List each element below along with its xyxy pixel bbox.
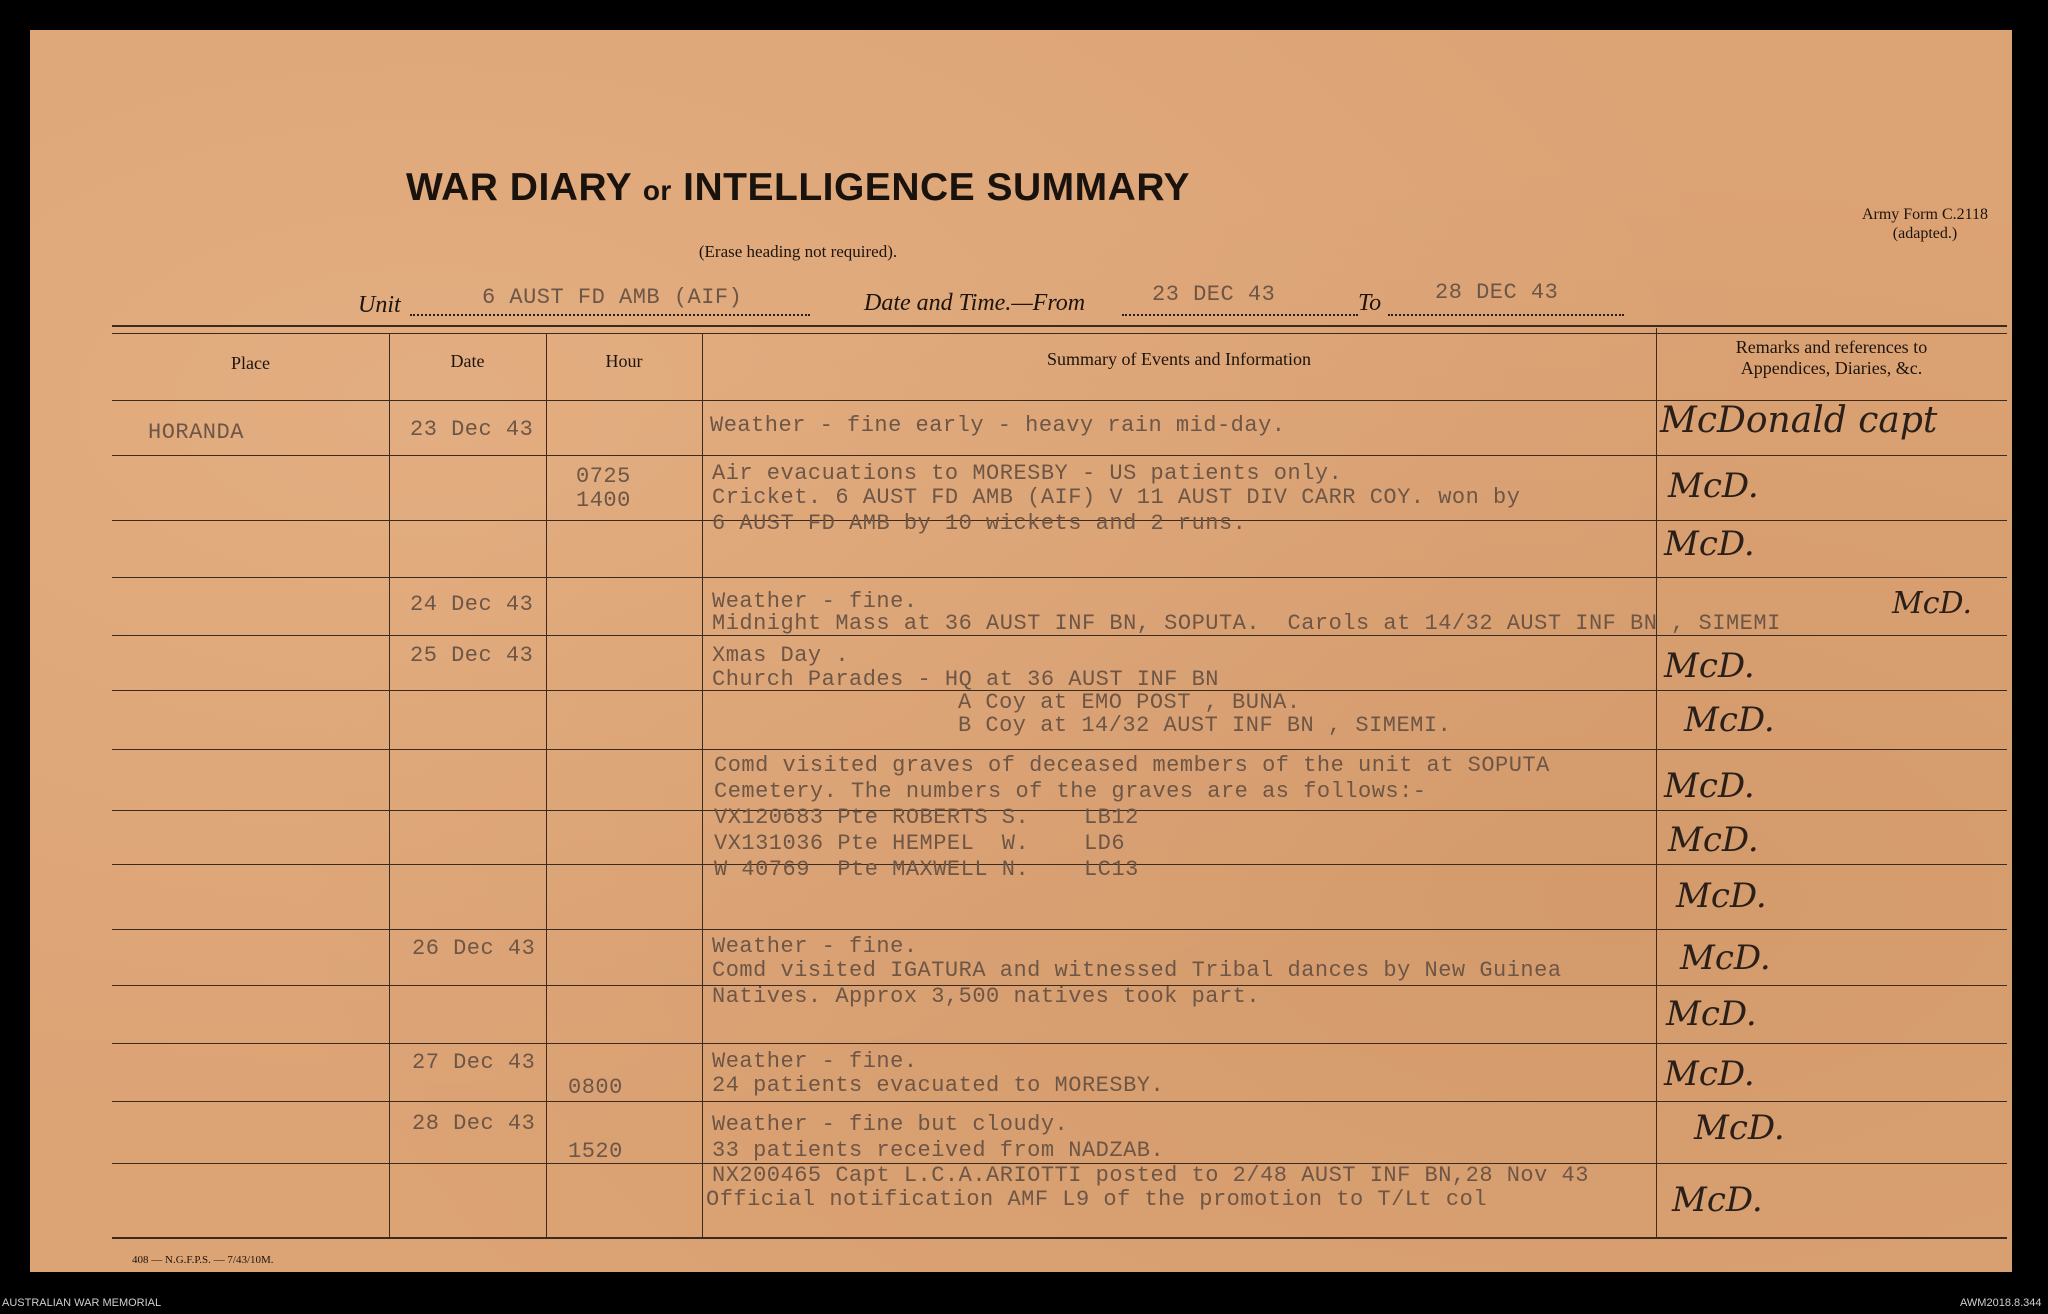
summary-line: Comd visited graves of deceased members of the unit at SOPUTA <box>714 753 1550 778</box>
document-subtitle: (Erase heading not required). <box>698 242 898 261</box>
title-part2: INTELLIGENCE SUMMARY <box>683 166 1191 209</box>
summary-line: 6 AUST FD AMB by 10 wickets and 2 runs. <box>712 511 1247 536</box>
summary-line: Air evacuations to MORESBY - US patients only. <box>712 461 1343 486</box>
signature: McD. <box>1664 646 1755 686</box>
summary-line: A Coy at EMO POST , BUNA. <box>958 690 1301 715</box>
title-or: or <box>642 175 672 206</box>
army-form-label <box>1850 205 2000 243</box>
signature: McD. <box>1694 1108 1785 1148</box>
date-entry: 24 Dec 43 <box>410 592 534 617</box>
unit-label: Unit <box>358 292 401 318</box>
table-top-border <box>112 325 2007 327</box>
column-header-place: Place <box>231 353 270 373</box>
credit-institution: AUSTRALIAN WAR MEMORIAL <box>2 1297 162 1309</box>
row-line <box>112 455 2007 456</box>
row-line <box>112 1043 2007 1044</box>
army-form-number: Army Form C.2118 <box>1861 206 1989 223</box>
signature: McD. <box>1666 994 1757 1034</box>
signature: McD. <box>1668 466 1759 506</box>
summary-line: Midnight Mass at 36 AUST INF BN, SOPUTA. Carols at 14/32 AUST INF BN , SIMEMI <box>712 611 1781 636</box>
date-from-value: 23 DEC 43 <box>1152 282 1276 307</box>
hour-entry: 0800 <box>568 1075 623 1100</box>
place-entry: HORANDA <box>148 420 244 445</box>
hour-entry: 1520 <box>568 1139 623 1164</box>
summary-line: VX120683 Pte ROBERTS S. LB12 <box>714 805 1139 830</box>
date-to-label: To <box>1358 290 1382 316</box>
signature: McD. <box>1672 1180 1763 1220</box>
row-line <box>112 749 2007 750</box>
print-code: 408 — N.G.F.P.S. — 7/43/10M. <box>132 1254 274 1266</box>
summary-line: Weather - fine but cloudy. <box>712 1112 1069 1137</box>
summary-line: Church Parades - HQ at 36 AUST INF BN <box>712 667 1219 692</box>
unit-value: 6 AUST FD AMB (AIF) <box>482 285 743 310</box>
summary-line: Weather - fine. <box>712 934 918 959</box>
table-top-inner-border <box>112 333 2007 334</box>
signature: McD. <box>1680 938 1771 978</box>
column-header-hour: Hour <box>605 351 643 371</box>
signature: McD. <box>1664 1054 1755 1094</box>
signature: McD. <box>1892 586 1973 621</box>
signature: McD. <box>1684 700 1775 740</box>
title-part1: WAR DIARY <box>405 166 632 209</box>
signature: McD. <box>1676 876 1767 916</box>
signature: McD. <box>1668 820 1759 860</box>
date-to-value: 28 DEC 43 <box>1435 280 1559 305</box>
summary-line: 33 patients received from NADZAB. <box>712 1138 1165 1163</box>
summary-line: Comd visited IGATURA and witnessed Tribal dances by New Guinea <box>712 958 1562 983</box>
remarks-header-line2: Appendices, Diaries, &c. <box>1740 358 1923 378</box>
date-entry: 25 Dec 43 <box>410 643 534 668</box>
signature: McD. <box>1664 524 1755 564</box>
army-form-adapted: (adapted.) <box>1892 225 1958 242</box>
column-header-remarks <box>1656 337 2007 379</box>
date-entry: 26 Dec 43 <box>412 936 536 961</box>
credit-accession-number: AWM2018.8.344 <box>1960 1297 2042 1309</box>
document-title <box>0 166 1596 210</box>
date-entry: 28 Dec 43 <box>412 1111 536 1136</box>
signature: McDonald capt <box>1660 400 1938 441</box>
summary-line: Natives. Approx 3,500 natives took part. <box>712 984 1261 1009</box>
date-from-label: Date and Time.—From <box>864 290 1086 316</box>
summary-line: Cricket. 6 AUST FD AMB (AIF) V 11 AUST DIV CARR COY. won by <box>712 485 1521 510</box>
summary-line: Weather - fine. <box>712 589 918 614</box>
date-entry: 27 Dec 43 <box>412 1050 536 1075</box>
hour-entry: 0725 <box>576 464 631 489</box>
summary-line: 24 patients evacuated to MORESBY. <box>712 1073 1165 1098</box>
summary-line: Weather - fine. <box>712 1049 918 1074</box>
row-line <box>112 1101 2007 1102</box>
summary-line: Xmas Day . <box>712 643 850 668</box>
column-header-summary: Summary of Events and Information <box>1047 349 1311 369</box>
date-entry: 23 Dec 43 <box>410 417 534 442</box>
column-header-date: Date <box>450 351 485 371</box>
row-line <box>112 577 2007 578</box>
row-line <box>112 929 2007 930</box>
hour-entry: 1400 <box>576 488 631 513</box>
table-bottom-border <box>112 1237 2007 1239</box>
summary-line: VX131036 Pte HEMPEL W. LD6 <box>714 831 1126 856</box>
summary-line: W 40769 Pte MAXWELL N. LC13 <box>714 857 1139 882</box>
summary-line: Cemetery. The numbers of the graves are as follows:- <box>714 779 1427 804</box>
summary-line: NX200465 Capt L.C.A.ARIOTTI posted to 2/48 AUST INF BN,28 Nov 43 <box>712 1163 1589 1188</box>
signature: McD. <box>1664 766 1755 806</box>
summary-line: Weather - fine early - heavy rain mid-day. <box>710 413 1286 438</box>
remarks-header-line1: Remarks and references to <box>1735 337 1928 357</box>
summary-line: B Coy at 14/32 AUST INF BN , SIMEMI. <box>958 713 1452 738</box>
summary-line: Official notification AMF L9 of the promotion to T/Lt col <box>706 1187 1488 1212</box>
